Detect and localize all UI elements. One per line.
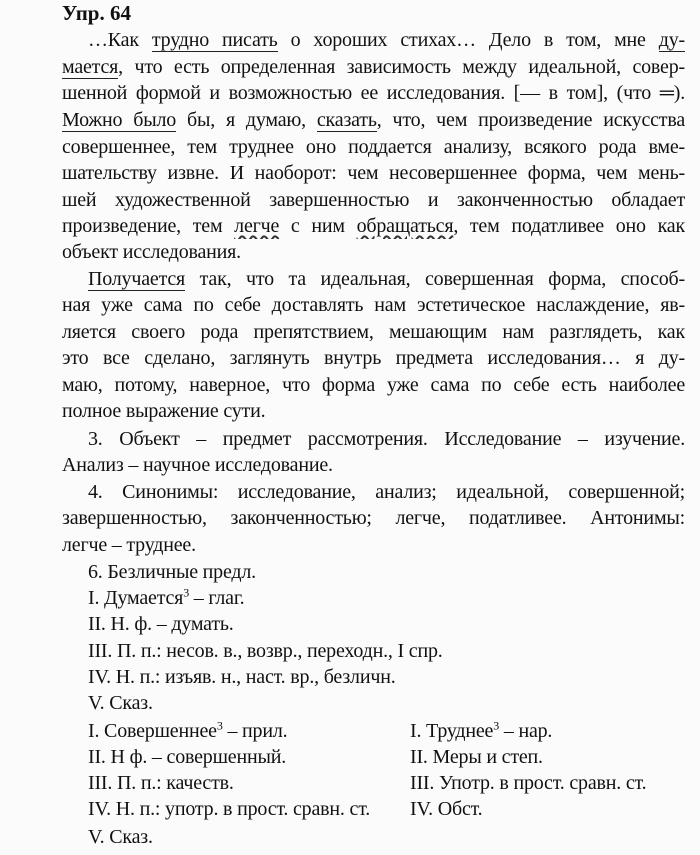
underlined-word: Получается xyxy=(88,268,185,292)
text-line xyxy=(88,27,685,53)
text-line xyxy=(410,744,543,770)
text-line xyxy=(62,107,685,133)
text-line xyxy=(62,452,333,478)
underlined-word: легче xyxy=(234,215,280,237)
text-segment: так, что та идеальная, совершенная форма, способ- xyxy=(185,268,685,290)
text-segment: полное выражение сути. xyxy=(62,400,266,422)
text-line xyxy=(410,718,552,744)
text-line xyxy=(88,690,153,716)
underlined-word: трудно писать xyxy=(152,29,278,53)
text-segment: III. П. п.: качеств. xyxy=(88,772,234,794)
text-segment: о хороших стихах… Дело в том, мне xyxy=(277,29,659,51)
text-line xyxy=(88,479,685,505)
text-segment: ляется своего рода препятствием, мешающим нам разглядеть, как xyxy=(62,321,685,343)
underlined-word: ду- xyxy=(659,29,685,53)
text-line xyxy=(88,824,153,850)
text-line xyxy=(62,134,685,160)
text-line xyxy=(88,718,287,744)
text-segment: произведение, тем xyxy=(62,215,235,237)
underlined-word: обращаться xyxy=(356,215,454,237)
text-segment: , что есть определенная зависимость между идеальной, совер- xyxy=(118,56,685,78)
text-line xyxy=(62,187,685,213)
text-segment: I. Совершеннее xyxy=(88,720,217,742)
text-segment: IV. Н. п.: употр. в прост. сравн. ст. xyxy=(88,798,371,820)
text-segment: V. Сказ. xyxy=(88,826,153,848)
text-segment: – глаг. xyxy=(189,587,245,609)
text-line xyxy=(88,585,244,611)
text-line xyxy=(88,744,286,770)
text-segment: завершенностью, законченностью; легче, податливее. Антонимы: xyxy=(62,507,685,529)
text-segment: II. Н ф. – совершенный. xyxy=(88,746,287,768)
text-line xyxy=(62,160,685,186)
text-segment: с ним xyxy=(279,215,357,237)
text-line xyxy=(88,796,370,822)
underlined-word: сказать xyxy=(317,109,377,133)
text-line xyxy=(88,770,234,796)
text-segment: шательству извне. И наоборот: чем несовершеннее форма, чем мень- xyxy=(62,162,685,184)
text-line xyxy=(88,426,685,452)
text-segment: ная уже сама по себе доставлять нам эстетическое наслаждение, яв- xyxy=(62,294,685,316)
text-line xyxy=(62,319,685,345)
text-line xyxy=(62,292,685,318)
text-line xyxy=(62,239,241,265)
underlined-word: Можно было xyxy=(62,109,176,133)
text-line xyxy=(62,213,685,239)
text-segment: 4. Синонимы: исследование, анализ; идеальной, совершенной; xyxy=(88,481,685,503)
text-segment: маю, потому, наверное, что форма уже сама по себе есть наиболее xyxy=(62,374,685,396)
text-segment: – нар. xyxy=(499,720,553,742)
text-segment: шенной формой и возможностью ее исследования. [— в том], (что ═). xyxy=(62,82,685,104)
text-segment: легче – труднее. xyxy=(62,534,196,556)
text-line xyxy=(410,770,646,796)
text-segment: совершеннее, тем труднее оно поддается анализу, всякого рода вме- xyxy=(62,136,685,158)
text-segment: это все сделано, заглянуть внутрь предмета исследования… я ду- xyxy=(62,347,685,369)
superscript: 3 xyxy=(216,718,223,733)
text-segment: 3. Объект – предмет рассмотрения. Исследование – изучение. xyxy=(88,428,685,450)
text-segment: III. Употр. в прост. сравн. ст. xyxy=(410,772,647,794)
text-line xyxy=(88,266,685,292)
text-segment: V. Сказ. xyxy=(88,692,153,714)
text-segment: I. Думается xyxy=(88,587,184,609)
text-segment: IV. Обст. xyxy=(410,798,483,820)
text-segment: IV. Н. п.: изъяв. н., наст. вр., безличн. xyxy=(88,666,396,688)
text-segment: II. Н. ф. – думать. xyxy=(88,613,234,635)
text-segment: I. Труднее xyxy=(410,720,494,742)
text-segment: Анализ – научное исследование. xyxy=(62,454,333,476)
superscript: 3 xyxy=(493,718,500,733)
text-segment: 6. Безличные предл. xyxy=(88,561,256,583)
text-line xyxy=(88,559,256,585)
superscript: 3 xyxy=(183,585,189,600)
text-segment: III. П. п.: несов. в., возвр., переходн., I спр. xyxy=(88,640,443,662)
text-segment: II. Меры и степ. xyxy=(410,746,543,768)
text-segment: объект исследования. xyxy=(62,241,241,263)
text-line xyxy=(62,505,685,531)
text-segment: – прил. xyxy=(222,720,288,742)
text-line xyxy=(62,372,685,398)
text-segment: шей художественной завершенностью и законченностью обладает xyxy=(62,189,685,211)
text-line xyxy=(62,398,265,424)
text-line xyxy=(410,796,482,822)
text-line xyxy=(88,664,396,690)
text-segment: , что, чем произведение искусства xyxy=(376,109,685,131)
text-segment: бы, я думаю, xyxy=(176,109,317,131)
text-segment: …Как xyxy=(88,29,152,51)
exercise-title: Упр. 64 xyxy=(62,1,131,25)
text-line xyxy=(88,638,443,664)
text-segment: , тем податливее оно как xyxy=(453,215,685,237)
text-line xyxy=(62,532,196,558)
text-line xyxy=(62,54,685,80)
underlined-word: мается xyxy=(62,56,118,80)
text-line xyxy=(62,80,685,106)
text-line xyxy=(62,345,685,371)
text-line xyxy=(88,611,234,637)
